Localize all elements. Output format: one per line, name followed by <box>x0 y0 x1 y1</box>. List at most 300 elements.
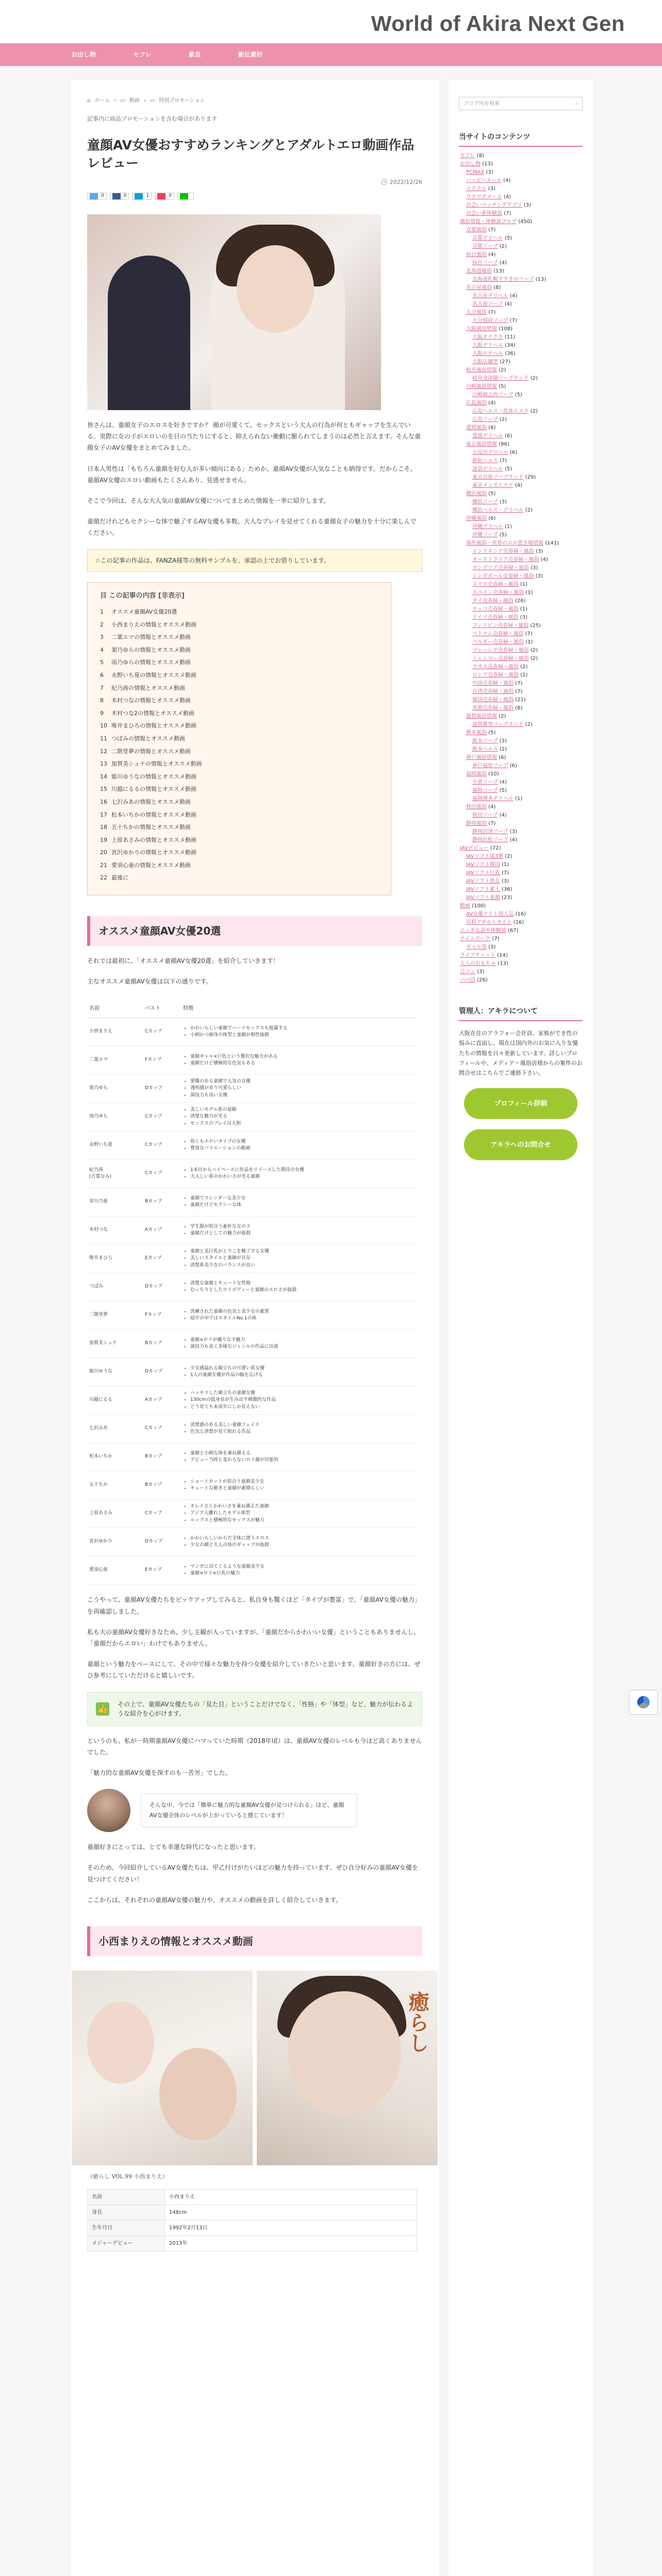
category-count: (3) <box>509 829 517 835</box>
actress-name: 雨乃ゆら <box>87 1103 143 1131</box>
category-link[interactable]: ハッピーメール <box>466 178 502 183</box>
body-paragraph: 童顔という魅力をベースにして、その中で様々な魅力を持つ女優を紹介していきたいと思います。童顔好きの方には、ぜひ参考にしていただけると嬉しいです。 <box>87 1660 421 1680</box>
toc-item[interactable] <box>100 669 378 682</box>
share-button[interactable] <box>155 193 174 200</box>
category-link[interactable]: シンガポール売春婦・風俗 <box>472 573 534 579</box>
table-row <box>87 1301 417 1330</box>
toc-label[interactable]: 雨乃ゆらの情報とオススメ動画 <box>111 659 191 666</box>
category-link[interactable]: チェコ売春婦・風俗 <box>472 606 519 612</box>
category-link[interactable]: ロシア売春婦・風俗 <box>472 672 519 678</box>
feature-item: • 1人の童顔女優が作品の幅を広げる <box>190 1372 415 1379</box>
toc-item[interactable] <box>100 796 378 809</box>
toc-label[interactable]: 紀乃茜の情報とオススメ動画 <box>111 684 185 691</box>
category-link[interactable]: 出会い系体験談 <box>466 211 502 216</box>
toc-label[interactable]: 永野いち夏の情報とオススメ動画 <box>111 671 196 679</box>
category-link[interactable]: オーストラリア売春婦・風俗 <box>472 557 539 563</box>
recaptcha-badge[interactable] <box>629 1690 658 1715</box>
category-link[interactable]: 広島風俗 <box>466 400 487 406</box>
category-item <box>459 325 583 333</box>
category-link[interactable]: 滋賀雄琴ソープランド <box>472 722 524 727</box>
category-link[interactable]: 北海道札幌すすきのソープ <box>472 277 534 282</box>
category-link[interactable]: JAVソフト第3弾 <box>466 854 504 859</box>
category-link[interactable]: 東京風俗情報 <box>466 442 497 447</box>
category-item <box>459 696 583 704</box>
category-link[interactable]: マレーシア売春婦・風俗 <box>472 648 529 653</box>
category-item <box>459 317 583 325</box>
category-item <box>459 721 583 729</box>
table-row <box>87 1330 417 1358</box>
category-link[interactable]: 中国売春婦・風俗 <box>472 681 514 686</box>
profile-button[interactable]: プロフィール詳細 <box>464 1088 577 1119</box>
category-item <box>459 770 583 778</box>
category-link[interactable]: 川崎堀之内ソープ <box>472 392 514 398</box>
category-link[interactable]: 大阪店舗型 <box>472 359 498 365</box>
category-link[interactable]: スペイン売春婦・風俗 <box>472 590 524 596</box>
toc-item[interactable] <box>100 821 378 834</box>
feature-list <box>181 1471 417 1500</box>
category-link[interactable]: 海外風俗・世界のエロ置き場情報 <box>466 540 543 546</box>
category-link[interactable]: 岐阜金津園ソープランド <box>472 376 529 381</box>
toc-label[interactable]: 二階堂夢の情報とオススメ動画 <box>111 748 191 755</box>
category-link[interactable]: お出し物 <box>460 161 481 167</box>
search-icon[interactable]: ⌕ <box>575 100 578 107</box>
feature-item: • 小柄かつ細身の体型と童顔が相性抜群 <box>190 1032 415 1039</box>
hatena-icon <box>135 193 143 199</box>
category-item <box>459 713 583 721</box>
category-count: (14) <box>497 953 508 958</box>
search-input[interactable] <box>459 97 583 110</box>
category-link[interactable]: ベトナム売春婦・風俗 <box>472 631 524 637</box>
toc-label[interactable]: 七沢みあの情報とオススメ動画 <box>111 798 191 805</box>
toc-label[interactable]: 愛須心亜の情報とオススメ動画 <box>111 861 191 869</box>
site-title[interactable]: World of Akira Next Gen <box>371 11 625 36</box>
category-link[interactable]: 韓国売春婦・風俗 <box>472 697 514 703</box>
category-link[interactable]: 大阪オナクラ <box>472 334 503 340</box>
category-link[interactable]: 出会いマッチングアプリ <box>466 202 522 208</box>
toc-item[interactable] <box>100 720 378 733</box>
category-link[interactable]: 沖縄ソープ <box>472 532 498 538</box>
category-link[interactable]: 大阪デリヘル <box>472 343 503 348</box>
category-link[interactable]: 岐阜風俗情報 <box>466 367 497 373</box>
toc-label[interactable]: 川越にるるの情報とオススメ動画 <box>111 786 196 793</box>
category-count: (4) <box>504 301 512 307</box>
category-link[interactable]: タイ売春婦・風俗 <box>472 598 514 604</box>
actress-name: 木村つな <box>87 1216 143 1245</box>
feature-item: • ハッキリした顔立ちの童顔女優 <box>190 1390 415 1397</box>
feature-item: • 清楚な魅力が光る <box>190 1113 415 1121</box>
toc-item[interactable] <box>100 631 378 644</box>
category-link[interactable]: 福岡ソープ <box>472 788 498 793</box>
category-link[interactable]: 京都ソープ <box>472 244 498 249</box>
category-count: (8) <box>476 153 484 159</box>
toc-item[interactable] <box>100 619 378 632</box>
share-count: 0 <box>169 193 172 199</box>
toc-item[interactable] <box>100 872 378 885</box>
category-link[interactable]: 台湾売春婦・風俗 <box>472 689 514 694</box>
profile-key: メジャーデビュー <box>88 2236 165 2251</box>
breadcrumb <box>87 97 422 105</box>
category-item <box>459 168 583 177</box>
toc-label[interactable]: オススメ童顔AV女優20選 <box>111 608 177 615</box>
category-link[interactable]: 川崎風俗情報 <box>466 384 497 389</box>
intro-paragraph: 童顔だけれどもセクシーな体で魅了するAV女優も多数。大人なプレイを見せてくれる童顔女子の魅力を十分に楽しんでください。 <box>87 518 417 537</box>
category-item <box>459 300 583 309</box>
category-link[interactable]: フィリピン売春婦・風俗 <box>472 623 529 629</box>
category-link[interactable]: 愛媛デリヘル <box>472 433 503 439</box>
toc-label[interactable]: 架乃ゆらの情報とオススメ動画 <box>111 646 191 653</box>
feature-items <box>183 1139 415 1153</box>
category-count: (1) <box>525 639 533 645</box>
category-item <box>459 671 583 680</box>
feature-list <box>181 1556 417 1585</box>
category-link[interactable]: 秋田ソープ <box>472 812 498 818</box>
category-link[interactable]: イククル <box>466 186 487 192</box>
toc-number: 18 <box>100 824 107 831</box>
sidebar <box>449 80 593 2576</box>
category-link[interactable]: ドイツ売春婦・風俗 <box>472 615 519 620</box>
category-link[interactable]: 神戸福原ソープ <box>472 763 508 769</box>
feature-item: • 愛嬌のある童顔で人気の女優 <box>190 1078 415 1086</box>
breadcrumb-home[interactable]: ホーム <box>94 98 110 104</box>
category-link[interactable]: パパ活 <box>460 977 475 983</box>
toc-item[interactable] <box>100 809 378 822</box>
table-row <box>87 1556 417 1585</box>
category-link[interactable]: JAVソフト童顔 <box>466 895 500 901</box>
nav-item[interactable]: 素良 <box>188 51 201 58</box>
toc-label[interactable]: 松本いちかの情報とオススメ動画 <box>111 811 196 818</box>
nav-item[interactable]: お出し物 <box>71 51 96 58</box>
category-link[interactable]: インドネシア売春婦・風俗 <box>472 549 534 554</box>
toc-item[interactable] <box>100 682 378 695</box>
category-link[interactable]: 大阪風俗情報 <box>466 326 497 332</box>
category-item <box>459 919 583 927</box>
category-link[interactable]: ミャンマー売春婦・風俗 <box>472 656 529 662</box>
category-link[interactable]: 小倉ソープ <box>472 779 498 785</box>
category-link[interactable]: 愛媛風俗 <box>466 425 487 431</box>
actress-name: 二葉エマ <box>87 1046 143 1075</box>
category-item <box>459 828 583 836</box>
toc-item[interactable] <box>100 846 378 859</box>
category-link[interactable]: 熊本ヘルス <box>472 747 498 752</box>
toc-item[interactable] <box>100 834 378 847</box>
toc-label[interactable]: 姫川ゆうなの情報とオススメ動画 <box>111 773 196 780</box>
category-count: (5) <box>499 788 507 793</box>
contact-button[interactable]: アキラへのお問合せ <box>464 1129 577 1160</box>
feature-items <box>183 1535 415 1550</box>
category-count: (141) <box>545 540 559 546</box>
share-button[interactable] <box>132 193 152 200</box>
category-link[interactable]: JAVソフト巨乳 <box>466 870 500 876</box>
category-item <box>459 160 583 168</box>
category-count: (7) <box>504 211 511 216</box>
breadcrumb-separator: › <box>143 98 146 104</box>
category-link[interactable]: ギャル男 <box>466 944 487 950</box>
table-row <box>87 1443 417 1471</box>
toc-number: 22 <box>100 874 107 882</box>
category-link[interactable]: ライブチャット <box>460 953 496 958</box>
category-link[interactable]: 静岡沼津ソープ <box>472 829 508 835</box>
actress-name: 加賀美シュナ <box>87 1330 143 1358</box>
toc-label[interactable]: 木村つなの情報とオススメ動画 <box>111 697 191 704</box>
toc-item[interactable] <box>100 656 378 669</box>
toc-label[interactable]: 木村つな2の情報とオススメ動画 <box>111 709 194 717</box>
category-item <box>459 416 583 424</box>
breadcrumb-separator: › <box>114 98 117 104</box>
feature-item: • 少女感溢れる顔立ちの可愛い系女優 <box>190 1365 415 1372</box>
category-link[interactable]: 大分風俗 <box>466 310 487 315</box>
point-box <box>87 1692 422 1726</box>
category-link[interactable]: 神戸風俗情報 <box>466 755 497 760</box>
category-item <box>459 383 583 391</box>
category-link[interactable]: 香港売春婦・風俗 <box>472 705 514 711</box>
category-count: (6) <box>488 425 496 431</box>
category-link[interactable]: JAVデビュー <box>460 845 489 851</box>
feature-items <box>183 1280 415 1295</box>
category-count: (13) <box>535 277 547 282</box>
clock-icon: 🕓 <box>380 178 388 185</box>
breadcrumb-category[interactable]: 動画 <box>129 98 140 104</box>
category-link[interactable]: 風俗情報・体験談ブログ <box>460 219 517 225</box>
category-link[interactable]: 京都デリヘル <box>472 235 503 241</box>
feature-list <box>181 1103 417 1131</box>
category-count: (6) <box>488 516 496 521</box>
category-link[interactable]: ワクワクメール <box>466 194 502 200</box>
category-item <box>459 836 583 844</box>
category-item <box>459 333 583 342</box>
category-item <box>459 506 583 515</box>
category-count: (100) <box>472 903 486 909</box>
toc-number: 17 <box>100 811 107 818</box>
category-link[interactable]: JAVソフト韓国 <box>466 862 500 868</box>
toc-label[interactable]: 加賀美シュナの情報とオススメ動画 <box>111 760 202 768</box>
share-button[interactable] <box>177 193 194 200</box>
category-count: (11) <box>504 334 516 340</box>
category-link[interactable]: 熊本ソープ <box>472 738 498 744</box>
toc-item[interactable] <box>100 694 378 707</box>
category-link[interactable]: 熊本風俗 <box>466 730 487 736</box>
share-buttons <box>87 193 422 200</box>
toc-item[interactable] <box>100 707 378 720</box>
toc-item[interactable] <box>100 644 378 657</box>
category-link[interactable]: 仙台風俗 <box>466 252 487 258</box>
category-count: (5) <box>488 730 496 736</box>
category-count: (2) <box>520 664 528 670</box>
category-link[interactable]: 東京メンズエステ <box>472 483 514 488</box>
category-link[interactable]: 名古屋風俗 <box>466 285 492 291</box>
category-link[interactable]: 広島ソープ <box>472 417 498 422</box>
category-item <box>459 284 583 292</box>
toc-label[interactable]: 唯井まひろの情報とオススメ動画 <box>111 722 196 730</box>
category-link[interactable]: 京都風俗 <box>466 227 487 233</box>
share-button[interactable] <box>110 193 129 200</box>
toc-item[interactable] <box>100 745 378 758</box>
toc-label[interactable]: 上原あさみの情報とオススメ動画 <box>111 836 196 843</box>
toc-item[interactable] <box>100 771 378 784</box>
category-item <box>459 375 583 383</box>
category-link[interactable]: ベルギー売春婦・風俗 <box>472 639 524 645</box>
category-count: (3) <box>488 944 496 950</box>
category-count: (7) <box>502 870 509 876</box>
body-paragraph: そのため、今回紹介しているAV女優たちは、甲乙付けがたいほどの魅力を持っています。ぜひ自分好みの童顔AV女優を見つけてください！ <box>87 1864 418 1883</box>
category-item <box>459 894 583 902</box>
category-item <box>459 589 583 597</box>
category-link[interactable]: カンボジア売春婦・風俗 <box>472 565 529 571</box>
category-link[interactable]: 秋田風俗 <box>466 804 487 810</box>
table-row <box>87 1018 417 1046</box>
profile-key: 名前 <box>88 2190 165 2205</box>
bust-size: Eカップ <box>143 1245 181 1273</box>
toc-label[interactable]: 五十ちかの情報とオススメ動画 <box>111 824 191 831</box>
category-link[interactable]: 池袋デリヘル <box>472 466 503 472</box>
category-link[interactable]: 大分別府ソープ <box>472 318 508 324</box>
category-link[interactable]: 北海道風俗 <box>466 268 492 274</box>
category-item <box>459 935 583 943</box>
category-count: (3) <box>536 549 543 554</box>
toc-label[interactable]: つばみの情報とオススメ動画 <box>111 735 185 742</box>
category-count: (21) <box>515 697 526 703</box>
category-link[interactable]: 五反田デリヘル <box>472 450 508 455</box>
category-count: (4) <box>510 293 518 299</box>
category-link[interactable]: PCMAX <box>466 170 485 175</box>
profile-table <box>87 2189 417 2251</box>
table-row <box>87 1358 417 1386</box>
nav-item[interactable]: セフレ <box>133 51 152 58</box>
profile-text: 大阪在住のアラフォー会社員。家族ができ性の悩みに直面し、現在は国内外のお気に入り女優たちの情報を日々更新しています。詳しいプロフィールや、メディア・風俗店様からの案件のお問合せはこちらでご連絡下さい。 <box>459 1030 583 1076</box>
toc-number: 2 <box>100 621 104 628</box>
category-link[interactable]: 静岡風俗 <box>466 821 487 826</box>
category-link[interactable]: 有料アダルトサイト <box>466 920 512 925</box>
category-link[interactable]: 横浜風俗 <box>466 491 487 497</box>
actress-name: 上原あさみ <box>87 1500 143 1528</box>
category-item <box>459 704 583 713</box>
category-link[interactable]: AV女優ナイト別人気 <box>466 911 514 917</box>
category-item <box>459 523 583 531</box>
category-link[interactable]: 大人のおもちゃ <box>460 961 496 967</box>
image-caption: （癒らし VOL.99 小西まりえ） <box>87 2173 168 2180</box>
category-item <box>459 259 583 267</box>
feature-list <box>181 1386 417 1415</box>
bust-size: Bカップ <box>143 1471 181 1500</box>
feature-list <box>181 1160 417 1188</box>
category-count: (6) <box>509 763 517 769</box>
category-item <box>459 399 583 408</box>
body-paragraph: こうやって、童顔AV女優たちをピックアップしてみると、私自身も驚くほど「タイプが豊富」で、「童顔AV女優の魅力」を再確認しました。 <box>87 1596 421 1615</box>
category-count: (1) <box>515 796 523 802</box>
toc-item[interactable] <box>100 733 378 745</box>
table-row <box>87 1386 417 1415</box>
feature-items <box>183 1195 415 1210</box>
category-link[interactable]: 名古屋ソープ <box>472 301 503 307</box>
category-link[interactable]: 静岡浜松ソープ <box>472 837 508 843</box>
nav-item[interactable]: 新伝素好 <box>238 51 263 58</box>
toc-item[interactable] <box>100 783 378 796</box>
feature-list <box>181 1358 417 1386</box>
category-link[interactable]: ナイトワーク <box>460 936 491 942</box>
toc-label[interactable]: 小西まりえの情報とオススメ動画 <box>111 621 196 628</box>
toc-item[interactable] <box>100 606 378 619</box>
feature-item: • 1本目からハイペースに作品をリリースした期待の女優 <box>190 1167 415 1174</box>
toc-number: 8 <box>100 697 104 704</box>
category-link[interactable]: 仙台ソープ <box>472 260 498 266</box>
toc-label[interactable]: 二葉エマの情報とオススメ動画 <box>111 634 191 641</box>
category-link[interactable]: 合コン <box>460 969 475 975</box>
category-item <box>459 177 583 185</box>
category-item <box>459 787 583 795</box>
category-link[interactable]: 沖縄風俗 <box>466 516 487 521</box>
category-item <box>459 943 583 952</box>
category-item <box>459 811 583 820</box>
category-link[interactable]: 広島ヘルス・洗体エステ <box>472 409 529 414</box>
category-item <box>459 465 583 473</box>
category-link[interactable]: ラオス売春婦・風俗 <box>472 664 519 670</box>
bust-size: Dカップ <box>143 1075 181 1103</box>
toc-label[interactable]: 宮沢ゆかりの情報とオススメ動画 <box>111 849 196 856</box>
category-item <box>459 968 583 976</box>
feature-item: • 童顔だけとしての魅力が抜群 <box>190 1230 415 1238</box>
actress-name: 川越にるる <box>87 1386 143 1415</box>
feature-list <box>181 1075 417 1103</box>
toc-label[interactable]: 最後に <box>111 874 128 882</box>
category-link[interactable]: 東京吉原ソープランド <box>472 474 524 480</box>
category-link[interactable]: セフレ <box>460 153 475 159</box>
category-link[interactable]: 大阪ホテヘル <box>472 351 503 357</box>
category-item <box>459 276 583 284</box>
feature-list <box>181 1500 417 1528</box>
category-item <box>459 267 583 276</box>
dvd-cover-image[interactable] <box>72 1971 438 2165</box>
toc-item[interactable] <box>100 859 378 872</box>
ranking-table <box>87 999 417 1585</box>
category-count: (108) <box>499 326 513 332</box>
category-item <box>459 515 583 523</box>
category-item <box>459 449 583 457</box>
category-link[interactable]: 名古屋デリヘル <box>472 293 508 299</box>
category-link[interactable]: 横浜ヘルス・デリヘル <box>472 507 524 513</box>
category-link[interactable]: 福岡博多デリヘル <box>472 796 514 802</box>
toc-title[interactable]: 目 この記事の内容 [非表示] <box>100 591 185 600</box>
feature-item: • 童顔と美巨乳がとりこを魅了する女優 <box>190 1248 415 1256</box>
category-link[interactable]: 沖縄デリヘル <box>472 524 503 530</box>
feature-list <box>181 1528 417 1556</box>
category-count: (7) <box>488 227 496 233</box>
category-link[interactable]: 新宿ヘルス <box>472 458 498 464</box>
category-count: (7) <box>515 681 523 686</box>
breadcrumb-subcategory[interactable]: 特別プロモーション <box>159 98 205 104</box>
category-count: (1) <box>525 590 533 596</box>
share-button[interactable] <box>87 193 107 200</box>
category-count: (7) <box>488 821 496 826</box>
category-link[interactable]: 動画 <box>460 903 470 909</box>
category-item <box>459 251 583 259</box>
toc-item[interactable] <box>100 758 378 771</box>
category-link[interactable]: JAVソフト素人 <box>466 887 500 892</box>
category-count: (25) <box>530 623 541 629</box>
category-link[interactable]: JAVソフト熟女 <box>466 878 500 884</box>
category-link[interactable]: 滋賀風俗情報 <box>466 714 497 719</box>
category-count: (3) <box>499 499 507 505</box>
category-link[interactable]: 横浜ソープ <box>472 499 498 505</box>
category-link[interactable]: 福岡風俗 <box>466 771 487 777</box>
profile-value: 小西まりえ <box>165 2190 417 2205</box>
sample-notice: ☆この記事の作品は、FANZA様等の無料サンプルを、承認の上でお借りしています。 <box>87 549 422 572</box>
actress-name: 紀乃茜 (吉葉なみ) <box>87 1160 143 1188</box>
feature-list <box>181 1245 417 1273</box>
feature-items <box>183 1167 415 1181</box>
actress-name: 五十ちか <box>87 1471 143 1500</box>
category-link[interactable]: エッチな話や体験談 <box>460 928 506 934</box>
category-link[interactable]: スイス売春婦・風俗 <box>472 582 519 587</box>
category-count: (6) <box>510 450 518 455</box>
